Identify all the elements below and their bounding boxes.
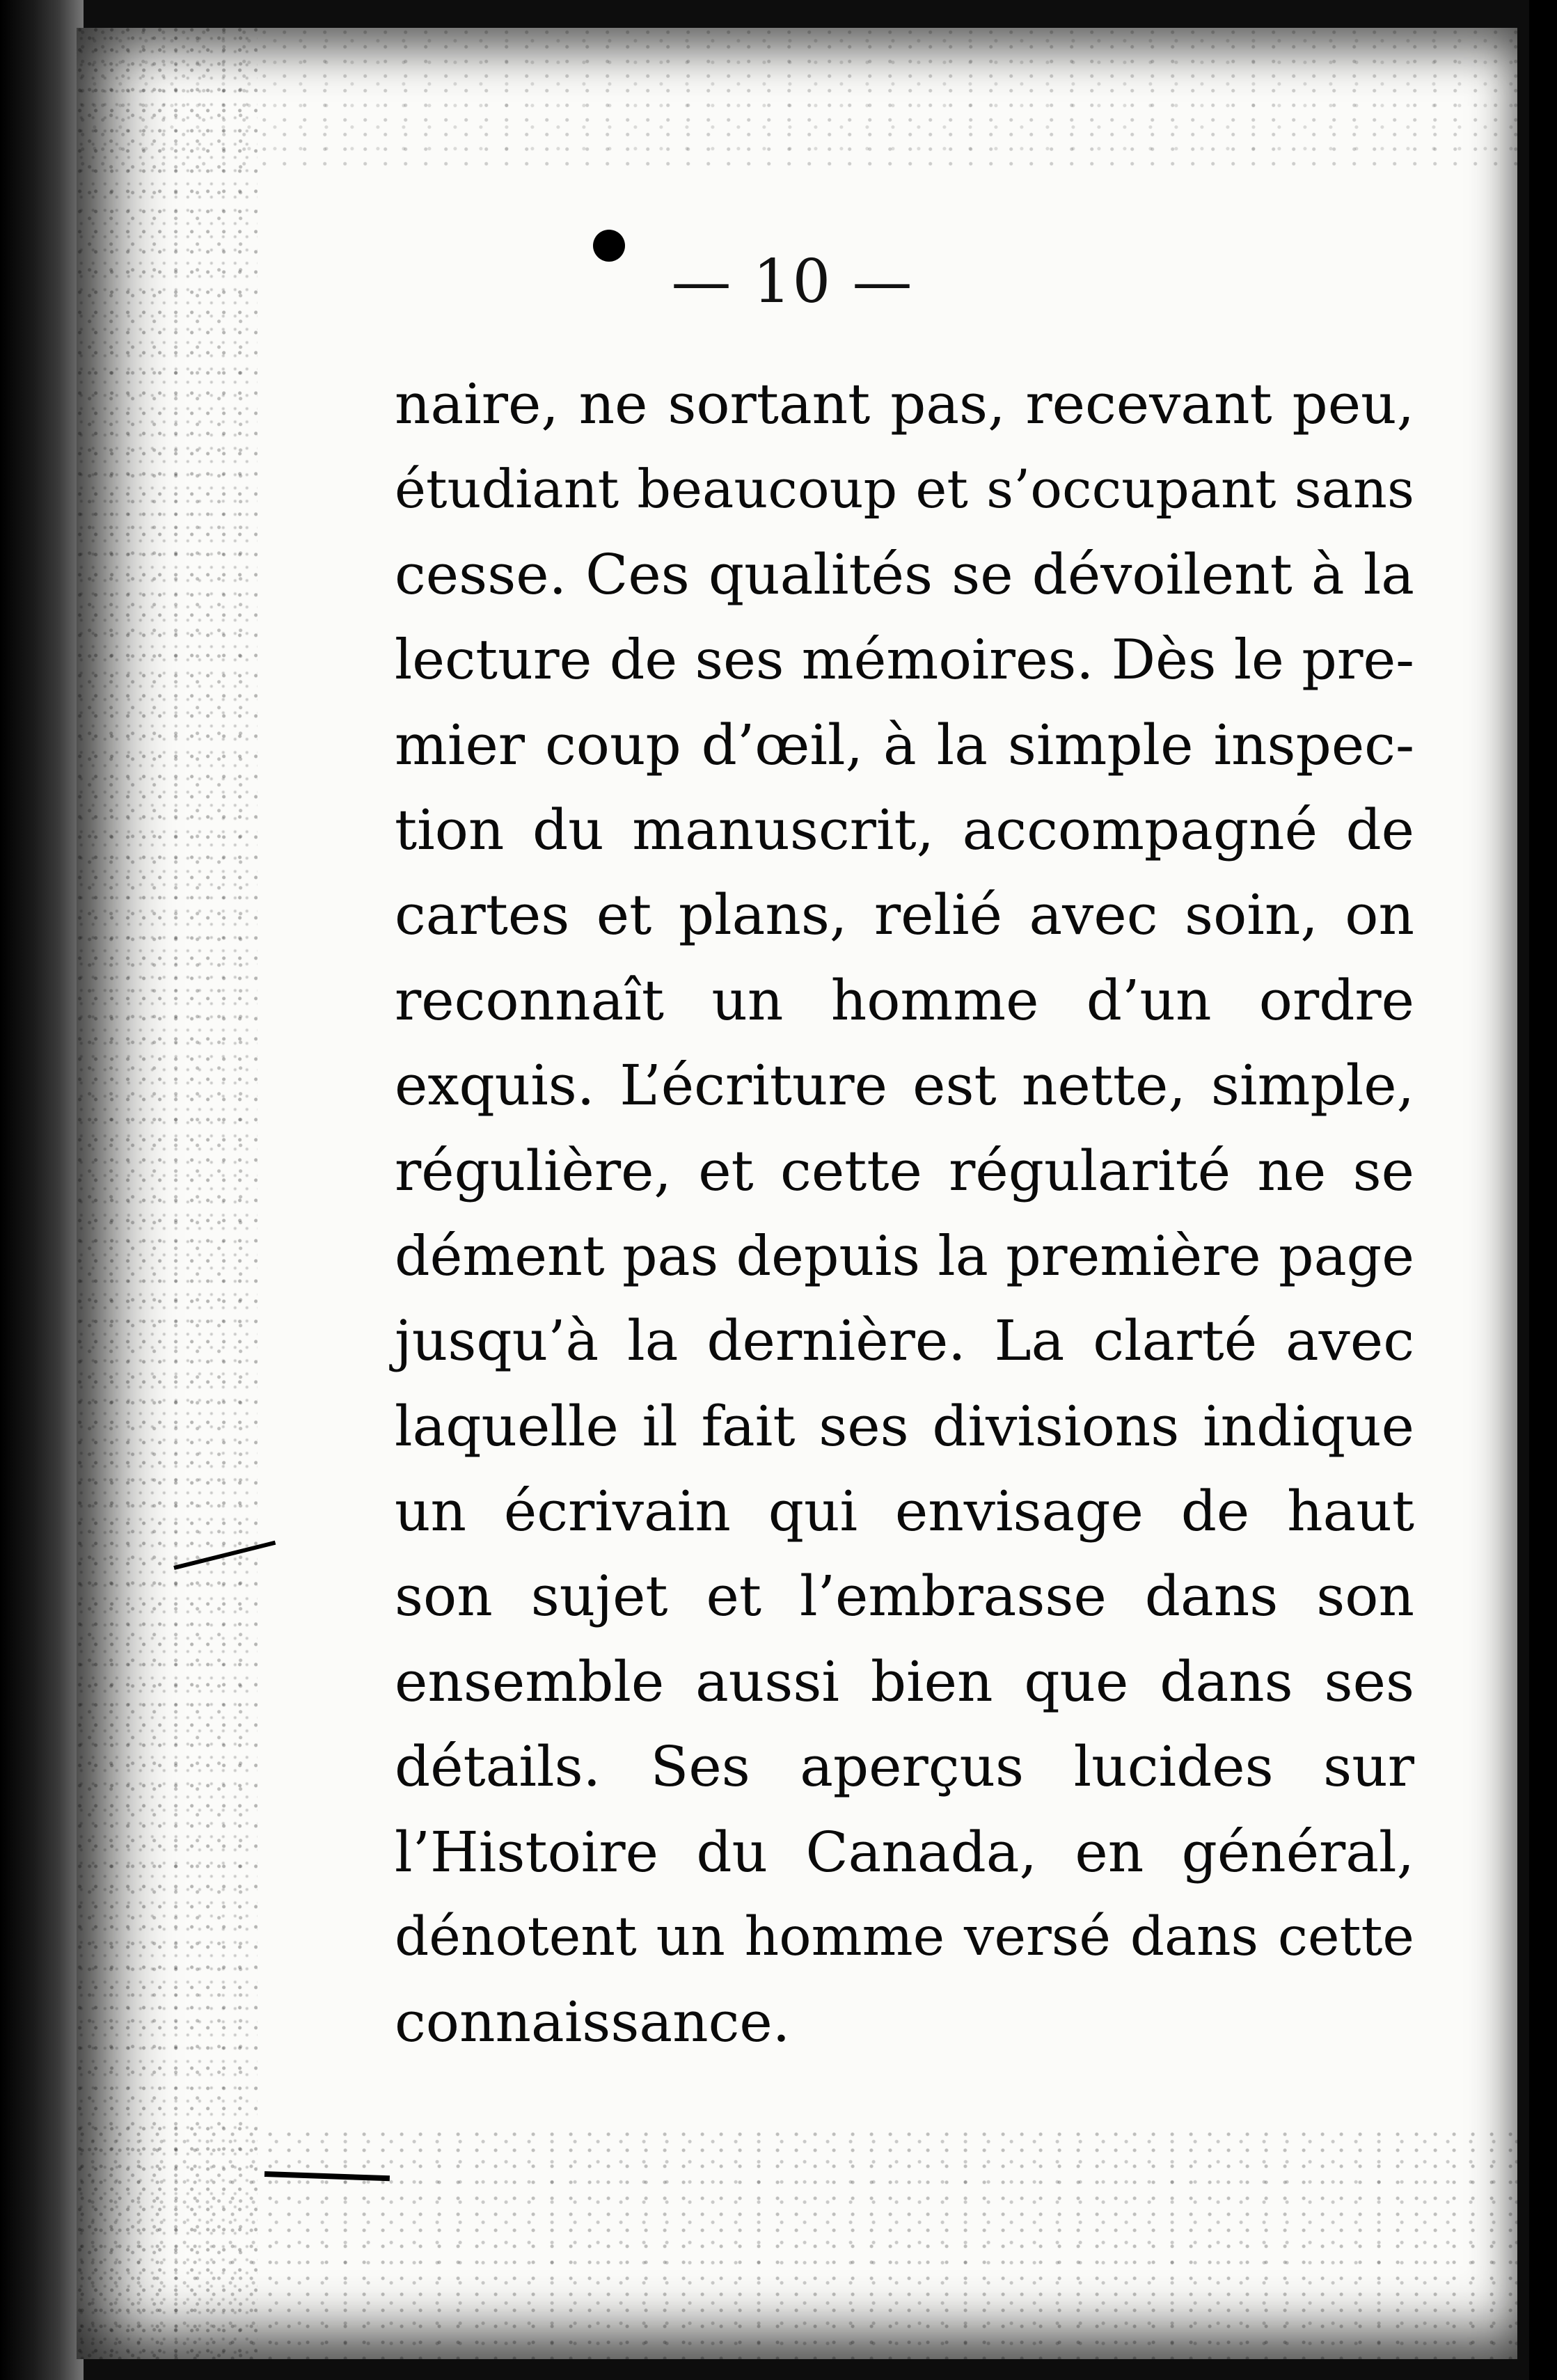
text-line: dément pas depuis la première page [395, 1223, 1414, 1288]
text-line: cesse. Ces qualités se dévoilent à la [395, 541, 1414, 607]
gutter-speckle [77, 28, 258, 2359]
text-line: étudiant beaucoup et s’occupant sans [395, 458, 1414, 521]
text-line: ensemble aussi bien que dans ses [395, 1649, 1414, 1714]
text-line: son sujet et l’embrasse dans son [395, 1564, 1414, 1629]
text-line: connaissance. [395, 1990, 791, 2055]
text-line: dénotent un homme versé dans cette [395, 1906, 1414, 1969]
text-line: reconnaît un homme d’un ordre [395, 967, 1414, 1033]
right-page-edge [1529, 0, 1557, 2380]
body-text [395, 362, 1414, 2065]
text-line: détails. Ses aperçus lucides sur [395, 1734, 1414, 1800]
top-speckle [77, 28, 1517, 167]
text-line: mier coup d’œil, à la simple inspec- [395, 712, 1414, 777]
text-line: jusqu’à la dernière. La clarté avec [395, 1308, 1414, 1374]
text-line: laquelle il fait ses divisions indique [395, 1393, 1414, 1459]
text-line: naire, ne sortant pas, recevant peu, [395, 372, 1414, 436]
text-line: cartes et plans, relié avec soin, on [395, 882, 1414, 948]
bottom-speckle [77, 2129, 1517, 2359]
text-line: exquis. L’écriture est nette, simple, [395, 1053, 1414, 1118]
text-line: un écrivain qui envisage de haut [395, 1479, 1414, 1544]
page-number: — 10 — [671, 247, 914, 317]
text-line: tion du manuscrit, accompagné de [395, 797, 1414, 862]
text-line: lecture de ses mémoires. Dès le pre- [395, 628, 1414, 692]
text-line: l’Histoire du Canada, en général, [395, 1819, 1414, 1885]
text-line: régulière, et cette régularité ne se [395, 1138, 1414, 1203]
book-binding-edge [0, 0, 84, 2380]
